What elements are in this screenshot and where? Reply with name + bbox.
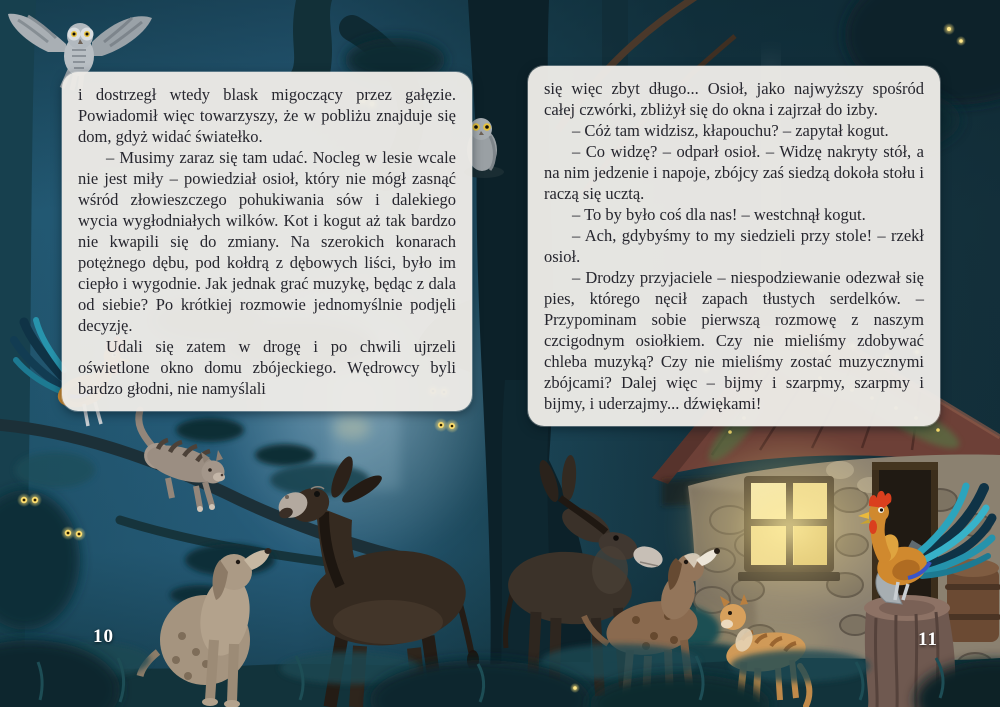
story-paragraph: i dostrzegł wtedy blask migoczący przez gałęzie. Powiadomił więc towarzyszy, że w pobliżu znajduje się dom, gdyż widać światełko. — [78, 85, 456, 146]
story-paragraph: – Musimy zaraz się tam udać. Nocleg w lesie wcale nie jest miły – powiedział osioł, który nie mógł zasnąć wśród złowieszczego pohukiwania sów i dalekiego wycia wygłodniałych wilków. Kot i kogut aż tak bardzo nie kwapili się do zmiany. Na szerokich konarach potężnego dębu, pod kołdrą z dębowych liści, było im ciepło i wygodnie. Jak jednak grać muzykę, będąc z dala od siebie? Po krótkiej rozmowie jednomyślnie podjęli decyzję. — [78, 148, 456, 335]
left-page-number: 10 — [93, 626, 114, 647]
right-page-number: 11 — [918, 629, 938, 650]
story-paragraph: – To by było coś dla nas! – westchnął kogut. — [572, 205, 866, 224]
story-paragraph: się więc zbyt długo... Osioł, jako najwyższy spośród całej czwórki, zbliżył się do okna i zajrzał do izby. — [544, 79, 924, 119]
story-paragraph: – Ach, gdybyśmy to my siedzieli przy stole! – rzekł osioł. — [544, 226, 924, 266]
story-paragraph: – Co widzę? – odparł osioł. – Widzę nakryty stół, a na nim jedzenie i napoje, zbójcy zaś siedzą dokoła stołu i raczą się ucztą. — [544, 142, 924, 203]
right-page-text-panel — [528, 66, 940, 426]
story-paragraph: Udali się zatem w drogę i po chwili ujrzeli oświetlone okno domu zbójeckiego. Wędrowcy byli bardzo głodni, nie namyślali — [78, 337, 456, 398]
story-paragraph: – Cóż tam widzisz, kłapouchu? – zapytał kogut. — [572, 121, 889, 140]
left-page-text-panel — [62, 72, 472, 411]
story-paragraph: – Drodzy przyjaciele – niespodziewanie odezwał się pies, którego nęcił zapach tłustych serdelków. – Przypominam sobie pierwszą rozmowę z naszym czcigodnym osiołkiem. Czy nie mieliśmy zdobywać chleba muzyką? Czy nie mieliśmy zostać muzycznymi zbójcami? Dalej więc – bijmy i szarpmy, szarpmy i bijmy, i uderzajmy... dźwiękami! — [544, 268, 924, 413]
